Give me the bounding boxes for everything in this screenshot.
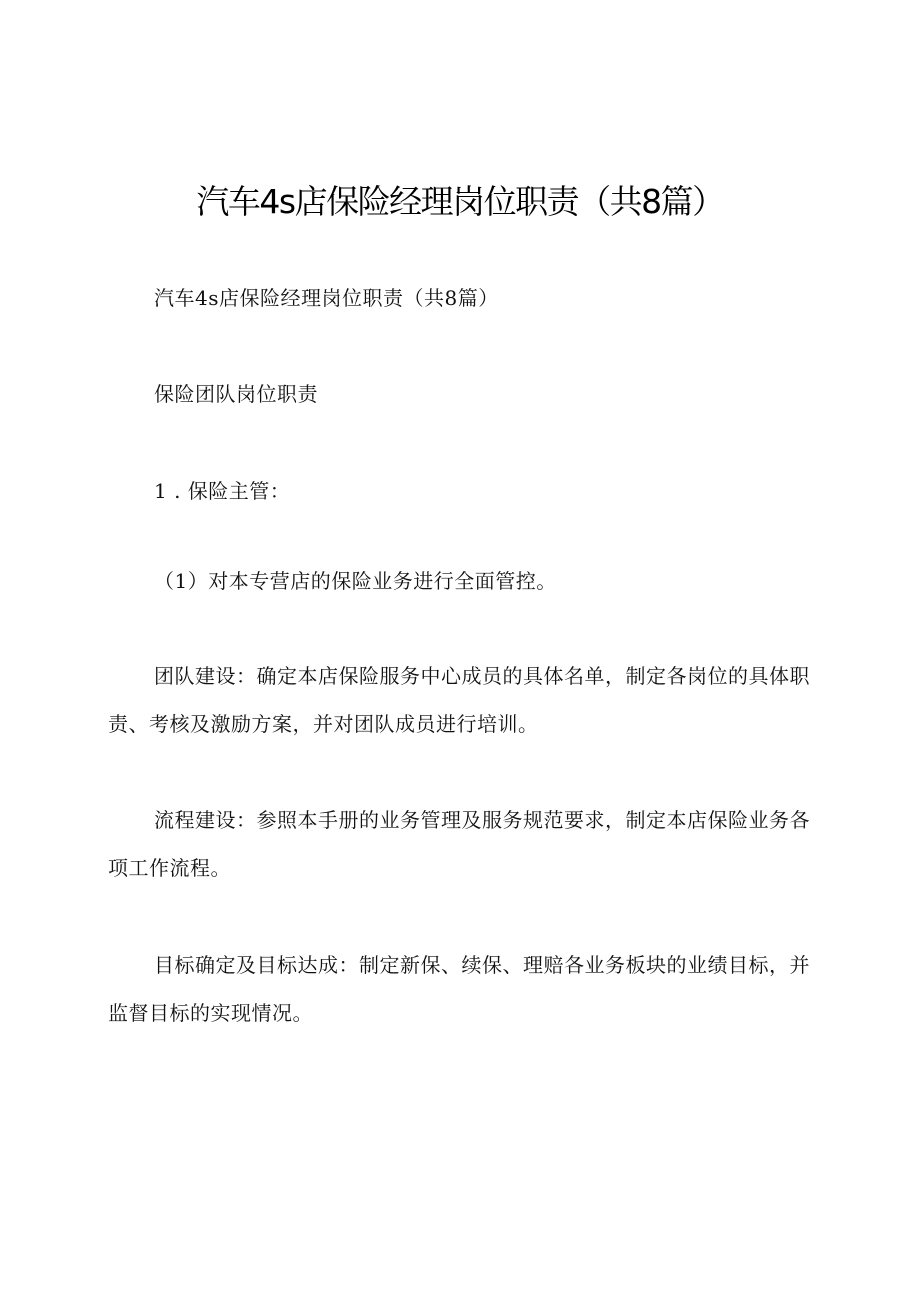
section-heading: 保险团队岗位职责 xyxy=(154,382,318,406)
body-paragraph: 流程建设：参照本手册的业务管理及服务规范要求，制定本店保险业务各项工作流程。 xyxy=(108,808,810,880)
body-paragraph: 团队建设：确定本店保险服务中心成员的具体名单，制定各岗位的具体职责、考核及激励方案，并对团队成员进行培训。 xyxy=(108,664,810,736)
item-heading: 1 . 保险主管： xyxy=(154,479,291,503)
document-title: 汽车4s店保险经理岗位职责（共8篇） xyxy=(196,182,724,221)
subtitle-paragraph: 汽车4s店保险经理岗位职责（共8篇） xyxy=(154,286,499,310)
body-paragraph: （1）对本专营店的保险业务进行全面管控。 xyxy=(154,569,557,593)
body-paragraph: 目标确定及目标达成：制定新保、续保、理赔各业务板块的业绩目标，并监督目标的实现情况。 xyxy=(108,953,810,1025)
